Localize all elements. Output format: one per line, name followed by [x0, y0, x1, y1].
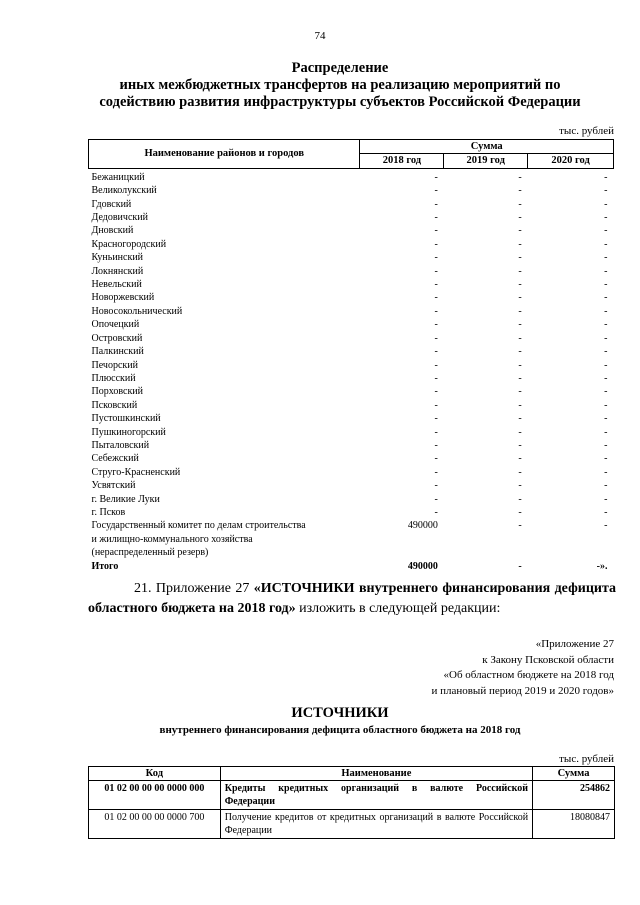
amount-y2020: -	[604, 453, 608, 465]
amount-y2020: -	[604, 520, 608, 532]
table-row	[89, 198, 614, 211]
total-row	[89, 560, 614, 573]
amount-y2018: -	[434, 439, 438, 451]
district-name: г. Псков	[91, 506, 126, 518]
amount-y2019: -	[518, 265, 522, 277]
amount-y2019: -	[518, 305, 522, 317]
amount-y2018: 490000	[407, 520, 438, 532]
amount-y2019: -	[518, 466, 522, 478]
table-row	[89, 359, 614, 372]
district-name: Печорский	[91, 359, 138, 371]
district-name: Невельский	[91, 279, 142, 291]
amount-y2018: -	[434, 359, 438, 371]
amount-y2019: -	[518, 439, 522, 451]
amount-y2020: -	[604, 171, 608, 183]
amount-y2018: -	[434, 346, 438, 358]
district-name: Дедовичский	[91, 212, 148, 224]
district-name: Островский	[91, 332, 143, 344]
amount-y2018: -	[434, 225, 438, 237]
amount-y2019: -	[518, 426, 522, 438]
sources-title	[60, 705, 620, 738]
amount-y2019: -	[518, 493, 522, 505]
amount-y2019: -	[518, 198, 522, 210]
sources-units-label: тыс. рублей	[559, 753, 614, 765]
district-name: Усвятский	[91, 480, 136, 492]
district-name: Бежаницкий	[91, 171, 145, 183]
amount-y2018: -	[434, 319, 438, 331]
amount-y2020: -	[604, 493, 608, 505]
amount-y2020: -	[604, 466, 608, 478]
table-row	[89, 332, 614, 345]
header-name: Наименование	[220, 767, 532, 781]
district-name: Красногородский	[91, 238, 167, 250]
amount-y2018: -	[434, 292, 438, 304]
table-row	[89, 506, 614, 519]
amount-y2018: -	[434, 185, 438, 197]
amount-y2019: -	[518, 413, 522, 425]
table-row	[89, 399, 614, 412]
district-name: Пустошкинский	[91, 413, 161, 425]
table-row	[89, 372, 614, 385]
table-row	[89, 305, 614, 318]
appendix-line: «Об областном бюджете на 2018 год	[443, 669, 614, 681]
table-row	[89, 479, 614, 492]
amount-y2018: -	[434, 279, 438, 291]
source-code: 01 02 00 00 00 0000 700	[89, 810, 221, 839]
units-label: тыс. рублей	[559, 125, 614, 137]
amount-y2020: -	[604, 265, 608, 277]
table-row	[89, 291, 614, 304]
sources-table	[88, 766, 615, 839]
sources-title-heading: ИСТОЧНИКИ	[291, 705, 389, 721]
paragraph-suffix: изложить в следующей редакции:	[295, 601, 501, 616]
table-row	[89, 265, 614, 278]
amount-y2020: -	[604, 399, 608, 411]
table-row	[89, 426, 614, 439]
appendix-reference	[431, 637, 614, 699]
distribution-title-line: Распределение	[291, 60, 389, 76]
distribution-title	[60, 60, 620, 111]
amount-y2018: -	[434, 171, 438, 183]
amount-y2018: -	[434, 265, 438, 277]
table-row	[89, 385, 614, 398]
committee-name	[89, 519, 360, 559]
amount-y2020: -	[604, 225, 608, 237]
appendix-line: к Закону Псковской области	[482, 653, 614, 666]
amendment-paragraph	[88, 579, 616, 619]
amount-y2019: -	[518, 359, 522, 371]
header-code: Код	[89, 767, 221, 781]
amount-y2020: -	[604, 305, 608, 317]
district-name: Струго-Красненский	[91, 466, 181, 478]
amount-y2019: -	[518, 319, 522, 331]
total-label: Итого	[91, 560, 119, 572]
amount-y2019: -	[518, 252, 522, 264]
total-y2019: -	[518, 560, 522, 572]
table-row	[89, 184, 614, 197]
table-row	[89, 345, 614, 358]
distribution-title-line: иных межбюджетных трансфертов на реализацию мероприятий по	[119, 77, 561, 93]
amount-y2019: -	[518, 346, 522, 358]
header-year-2019: 2019 год	[444, 154, 528, 168]
header-year-2018: 2018 год	[360, 154, 444, 168]
total-y2018: 490000	[407, 560, 438, 572]
distribution-table	[88, 139, 614, 573]
district-name: Куньинский	[91, 252, 144, 264]
amount-y2018: -	[434, 453, 438, 465]
committee-name-line: и жилищно-коммунального хозяйства	[91, 533, 253, 545]
table-row	[89, 251, 614, 264]
amount-y2020: -	[604, 252, 608, 264]
distribution-title-line: содействию развития инфраструктуры субъектов Российской Федерации	[99, 94, 581, 110]
amount-y2018: -	[434, 413, 438, 425]
district-name: Новосокольнический	[91, 305, 183, 317]
amount-y2018: -	[434, 466, 438, 478]
total-y2020: -».	[596, 560, 608, 572]
amount-y2018: -	[434, 426, 438, 438]
paragraph-prefix: 21. Приложение 27	[134, 581, 254, 596]
amount-y2018: -	[434, 198, 438, 210]
district-name: Палкинский	[91, 346, 144, 358]
committee-name-line: (нераспределенный резерв)	[91, 547, 209, 559]
amount-y2020: -	[604, 506, 608, 518]
amount-y2019: -	[518, 506, 522, 518]
amount-y2018: -	[434, 332, 438, 344]
amount-y2019: -	[518, 520, 522, 532]
source-name: Кредиты кредитных организаций в валюте Российской Федерации	[220, 781, 532, 810]
table-row	[89, 318, 614, 331]
amount-y2018: -	[434, 386, 438, 398]
table-row	[89, 439, 614, 452]
amount-y2020: -	[604, 279, 608, 291]
appendix-line: и плановый период 2019 и 2020 годов»	[431, 684, 614, 697]
amount-y2020: -	[604, 212, 608, 224]
amount-y2019: -	[518, 185, 522, 197]
header-district-name: Наименование районов и городов	[89, 140, 360, 169]
appendix-line: «Приложение 27	[535, 638, 614, 650]
amount-y2020: -	[604, 346, 608, 358]
table-row	[89, 211, 614, 224]
table-row	[89, 238, 614, 251]
header-year-2020: 2020 год	[528, 154, 614, 168]
amount-y2020: -	[604, 359, 608, 371]
paragraph-bold-title: «ИСТОЧНИКИ внутреннего финансирования дефицита областного бюджета на 2018 год»	[88, 581, 617, 616]
amount-y2019: -	[518, 399, 522, 411]
district-name: Пыталовский	[91, 439, 150, 451]
district-name: Гдовский	[91, 198, 132, 210]
district-name: Псковский	[91, 399, 138, 411]
header-sum: Сумма	[360, 140, 614, 154]
district-name: Опочецкий	[91, 319, 140, 331]
amount-y2020: -	[604, 480, 608, 492]
amount-y2019: -	[518, 332, 522, 344]
district-name: Пушкиногорский	[91, 426, 166, 438]
amount-y2019: -	[518, 386, 522, 398]
district-name: Новоржевский	[91, 292, 155, 304]
table-row	[89, 412, 614, 425]
district-name: Плюсский	[91, 372, 136, 384]
amount-y2020: -	[604, 439, 608, 451]
amount-y2019: -	[518, 225, 522, 237]
district-name: Великолукский	[91, 185, 157, 197]
amount-y2020: -	[604, 386, 608, 398]
table-row	[89, 466, 614, 479]
amount-y2019: -	[518, 279, 522, 291]
source-code: 01 02 00 00 00 0000 000	[89, 781, 221, 810]
amount-y2020: -	[604, 413, 608, 425]
amount-y2018: -	[434, 238, 438, 250]
district-name: Порховский	[91, 386, 144, 398]
amount-y2018: -	[434, 493, 438, 505]
amount-y2019: -	[518, 212, 522, 224]
amount-y2020: -	[604, 292, 608, 304]
amount-y2018: -	[434, 399, 438, 411]
table-row	[89, 493, 614, 506]
source-name: Получение кредитов от кредитных организаций в валюте Российской Федерации	[220, 810, 532, 839]
page-number: 74	[314, 30, 326, 42]
amount-y2019: -	[518, 171, 522, 183]
amount-y2018: -	[434, 506, 438, 518]
amount-y2018: -	[434, 372, 438, 384]
amount-y2018: -	[434, 252, 438, 264]
amount-y2019: -	[518, 292, 522, 304]
district-name: Дновский	[91, 225, 134, 237]
source-amount: 254862	[533, 781, 615, 810]
table-row	[89, 810, 615, 839]
amount-y2019: -	[518, 372, 522, 384]
amount-y2018: -	[434, 212, 438, 224]
sources-title-subheading: внутреннего финансирования дефицита областного бюджета на 2018 год	[159, 724, 521, 736]
table-row	[89, 224, 614, 237]
district-name: Локнянский	[91, 265, 144, 277]
district-name: г. Великие Луки	[91, 493, 160, 505]
amount-y2020: -	[604, 185, 608, 197]
amount-y2018: -	[434, 305, 438, 317]
table-row	[89, 168, 614, 184]
amount-y2020: -	[604, 426, 608, 438]
table-row	[89, 781, 615, 810]
amount-y2020: -	[604, 332, 608, 344]
amount-y2020: -	[604, 198, 608, 210]
source-amount: 18080847	[533, 810, 615, 839]
amount-y2020: -	[604, 319, 608, 331]
amount-y2019: -	[518, 238, 522, 250]
header-amount: Сумма	[533, 767, 615, 781]
amount-y2020: -	[604, 238, 608, 250]
table-row	[89, 452, 614, 465]
committee-name-line: Государственный комитет по делам строительства	[91, 520, 306, 532]
amount-y2019: -	[518, 453, 522, 465]
district-name: Себежский	[91, 453, 139, 465]
amount-y2019: -	[518, 480, 522, 492]
table-row	[89, 278, 614, 291]
amount-y2020: -	[604, 372, 608, 384]
committee-row	[89, 519, 614, 559]
amount-y2018: -	[434, 480, 438, 492]
